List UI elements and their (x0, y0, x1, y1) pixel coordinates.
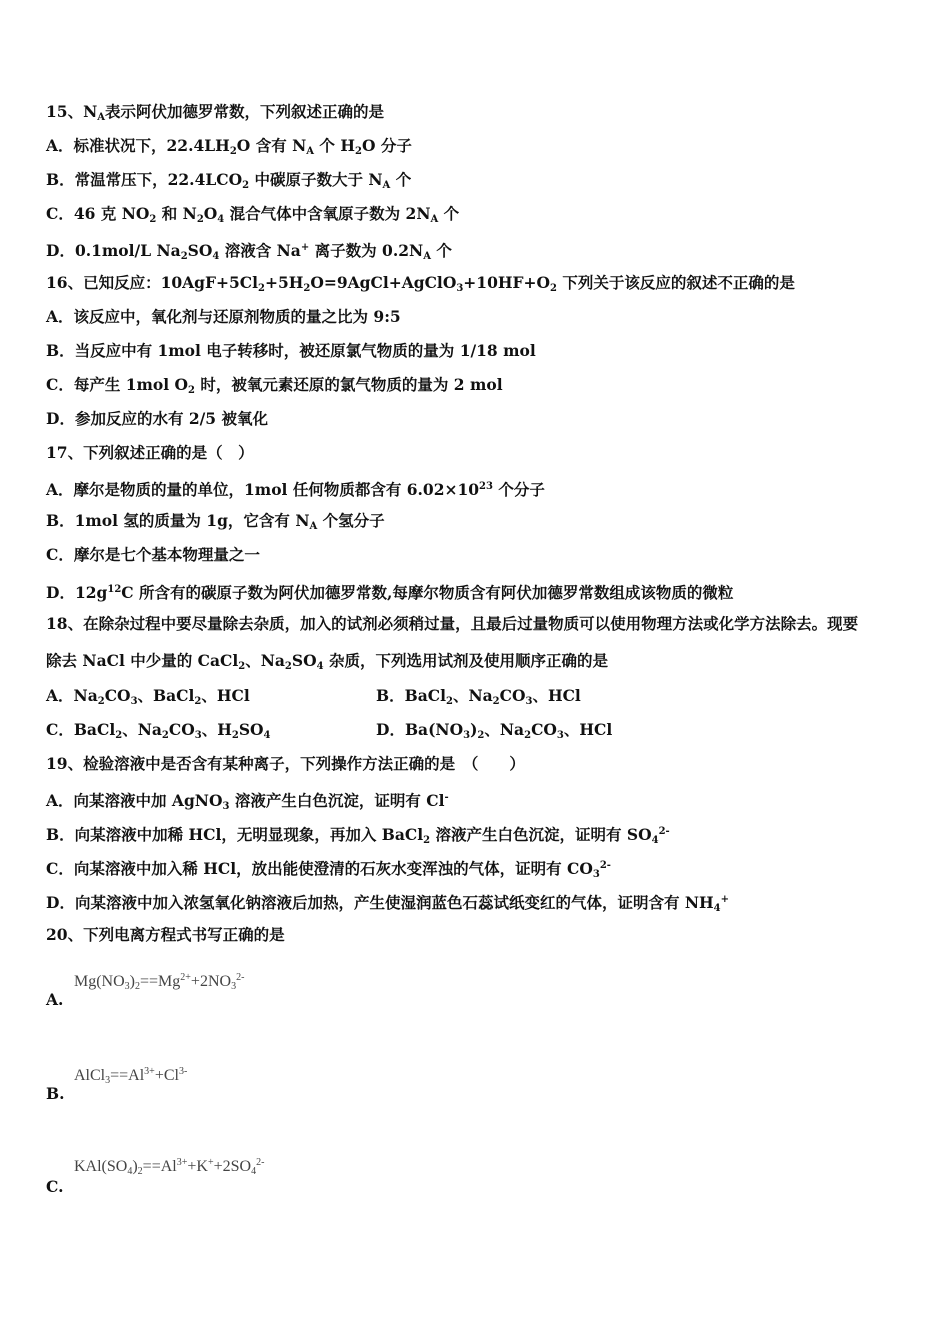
question-16-option-d: D．参加反应的水有 2/5 被氧化 (46, 409, 268, 428)
question-16-stem: 16、已知反应：$10AgF+5Cl_2+5H_2O=9AgCl+AgClO_3+10HF+O_2$ 下列关于该反应的叙述不正确的是 (46, 273, 795, 294)
question-18-option-a: A．$Na_2CO_3$、BaCl$_2$、HCl (46, 686, 250, 707)
question-15-option-b: B．常温常压下，$22.4LCO_2$ 中碳原子数大于 $N_A$ 个 (46, 170, 412, 191)
question-15-option-d: D．0.1mol/L $Na_2SO_4$ 溶液含 Na+ 离子数为 $0.2N_A$ 个 (46, 241, 452, 262)
question-16-option-b: B．当反应中有 1mol 电子转移时，被还原氯气物质的量为 1/18 mol (46, 341, 536, 360)
question-20-option-c-label: C. (46, 1177, 64, 1196)
question-18-option-d: D．$Ba(NO_3)_2$、$Na_2CO_3$、HCl (376, 720, 613, 741)
question-19-option-c: C．向某溶液中加入稀 HCl，放出能使澄清的石灰水变浑浊的气体，证明有 $CO_3^{2-}$ (46, 859, 611, 880)
question-20-option-b-formula: $AlCl_3==Al^{3+}+Cl^{3-}$ (74, 1066, 188, 1086)
question-19-option-a: A．向某溶液中加 AgNO$_3$ 溶液产生白色沉淀，证明有 Cl- (46, 791, 449, 812)
question-15-stem: 15、$N_A$表示阿伏加德罗常数，下列叙述正确的是 (46, 102, 385, 123)
question-20-option-c-formula: $KAl(SO_4)_2==Al^{3+}+K^++2SO_4^{2-}$ (74, 1157, 265, 1177)
question-17-option-b: B．1mol 氢的质量为 1g，它含有 $N_A$ 个氢分子 (46, 511, 385, 532)
question-17-option-c: C．摩尔是七个基本物理量之一 (46, 545, 260, 564)
question-18-stem-line1: 18、在除杂过程中要尽量除去杂质，加入的试剂必须稍过量，且最后过量物质可以使用物理方法或化学方法除去。现要 (46, 614, 859, 633)
question-19-option-d: D．向某溶液中加入浓氢氧化钠溶液后加热，产生使湿润蓝色石蕊试纸变红的气体，证明含有 $NH_4^+$ (46, 893, 730, 914)
question-18-option-b: B．BaCl$_2$、$Na_2CO_3$、HCl (376, 686, 581, 707)
question-15-option-a: A．标准状况下，$22.4LH_2O$ 含有 $N_A$ 个 $H_2O$ 分子 (46, 136, 412, 157)
question-20-option-a-label: A. (46, 990, 64, 1009)
question-17-option-d: D．$12g^{12}C$ 所含有的碳原子数为阿伏加德罗常数,每摩尔物质含有阿伏加德罗常数组成该物质的微粒 (46, 583, 734, 602)
question-17-option-a: A．摩尔是物质的量的单位，1mol 任何物质都含有 $6.02\times 10^{23}$ 个分子 (46, 480, 545, 499)
question-17-stem: 17、下列叙述正确的是（ ） (46, 443, 254, 462)
question-18-stem-line2: 除去 NaCl 中少量的 CaCl$_2$、$Na_2SO_4$ 杂质，下列选用试剂及使用顺序正确的是 (46, 651, 608, 672)
question-15-option-c: C．46 克 $NO_2$ 和 $N_2O_4$ 混合气体中含氧原子数为 $2N_A$ 个 (46, 204, 460, 225)
question-16-option-a: A．该反应中，氧化剂与还原剂物质的量之比为 9:5 (46, 307, 401, 326)
question-19-stem: 19、检验溶液中是否含有某种离子，下列操作方法正确的是 （ ） (46, 754, 525, 773)
question-20-option-b-label: B. (46, 1084, 65, 1103)
question-19-option-b: B．向某溶液中加稀 HCl，无明显现象，再加入 BaCl$_2$ 溶液产生白色沉淀，证明有 $SO_4^{2-}$ (46, 825, 670, 846)
question-16-option-c: C．每产生 1mol $O_2$ 时，被氧元素还原的氯气物质的量为 2 mol (46, 375, 503, 396)
question-20-option-a-formula: $Mg(NO_3)_2==Mg^{2+}+2NO_3^{2-}$ (74, 972, 245, 992)
question-20-stem: 20、下列电离方程式书写正确的是 (46, 925, 285, 944)
question-18-option-c: C．BaCl$_2$、$Na_2CO_3$、$H_2SO_4$ (46, 720, 271, 741)
